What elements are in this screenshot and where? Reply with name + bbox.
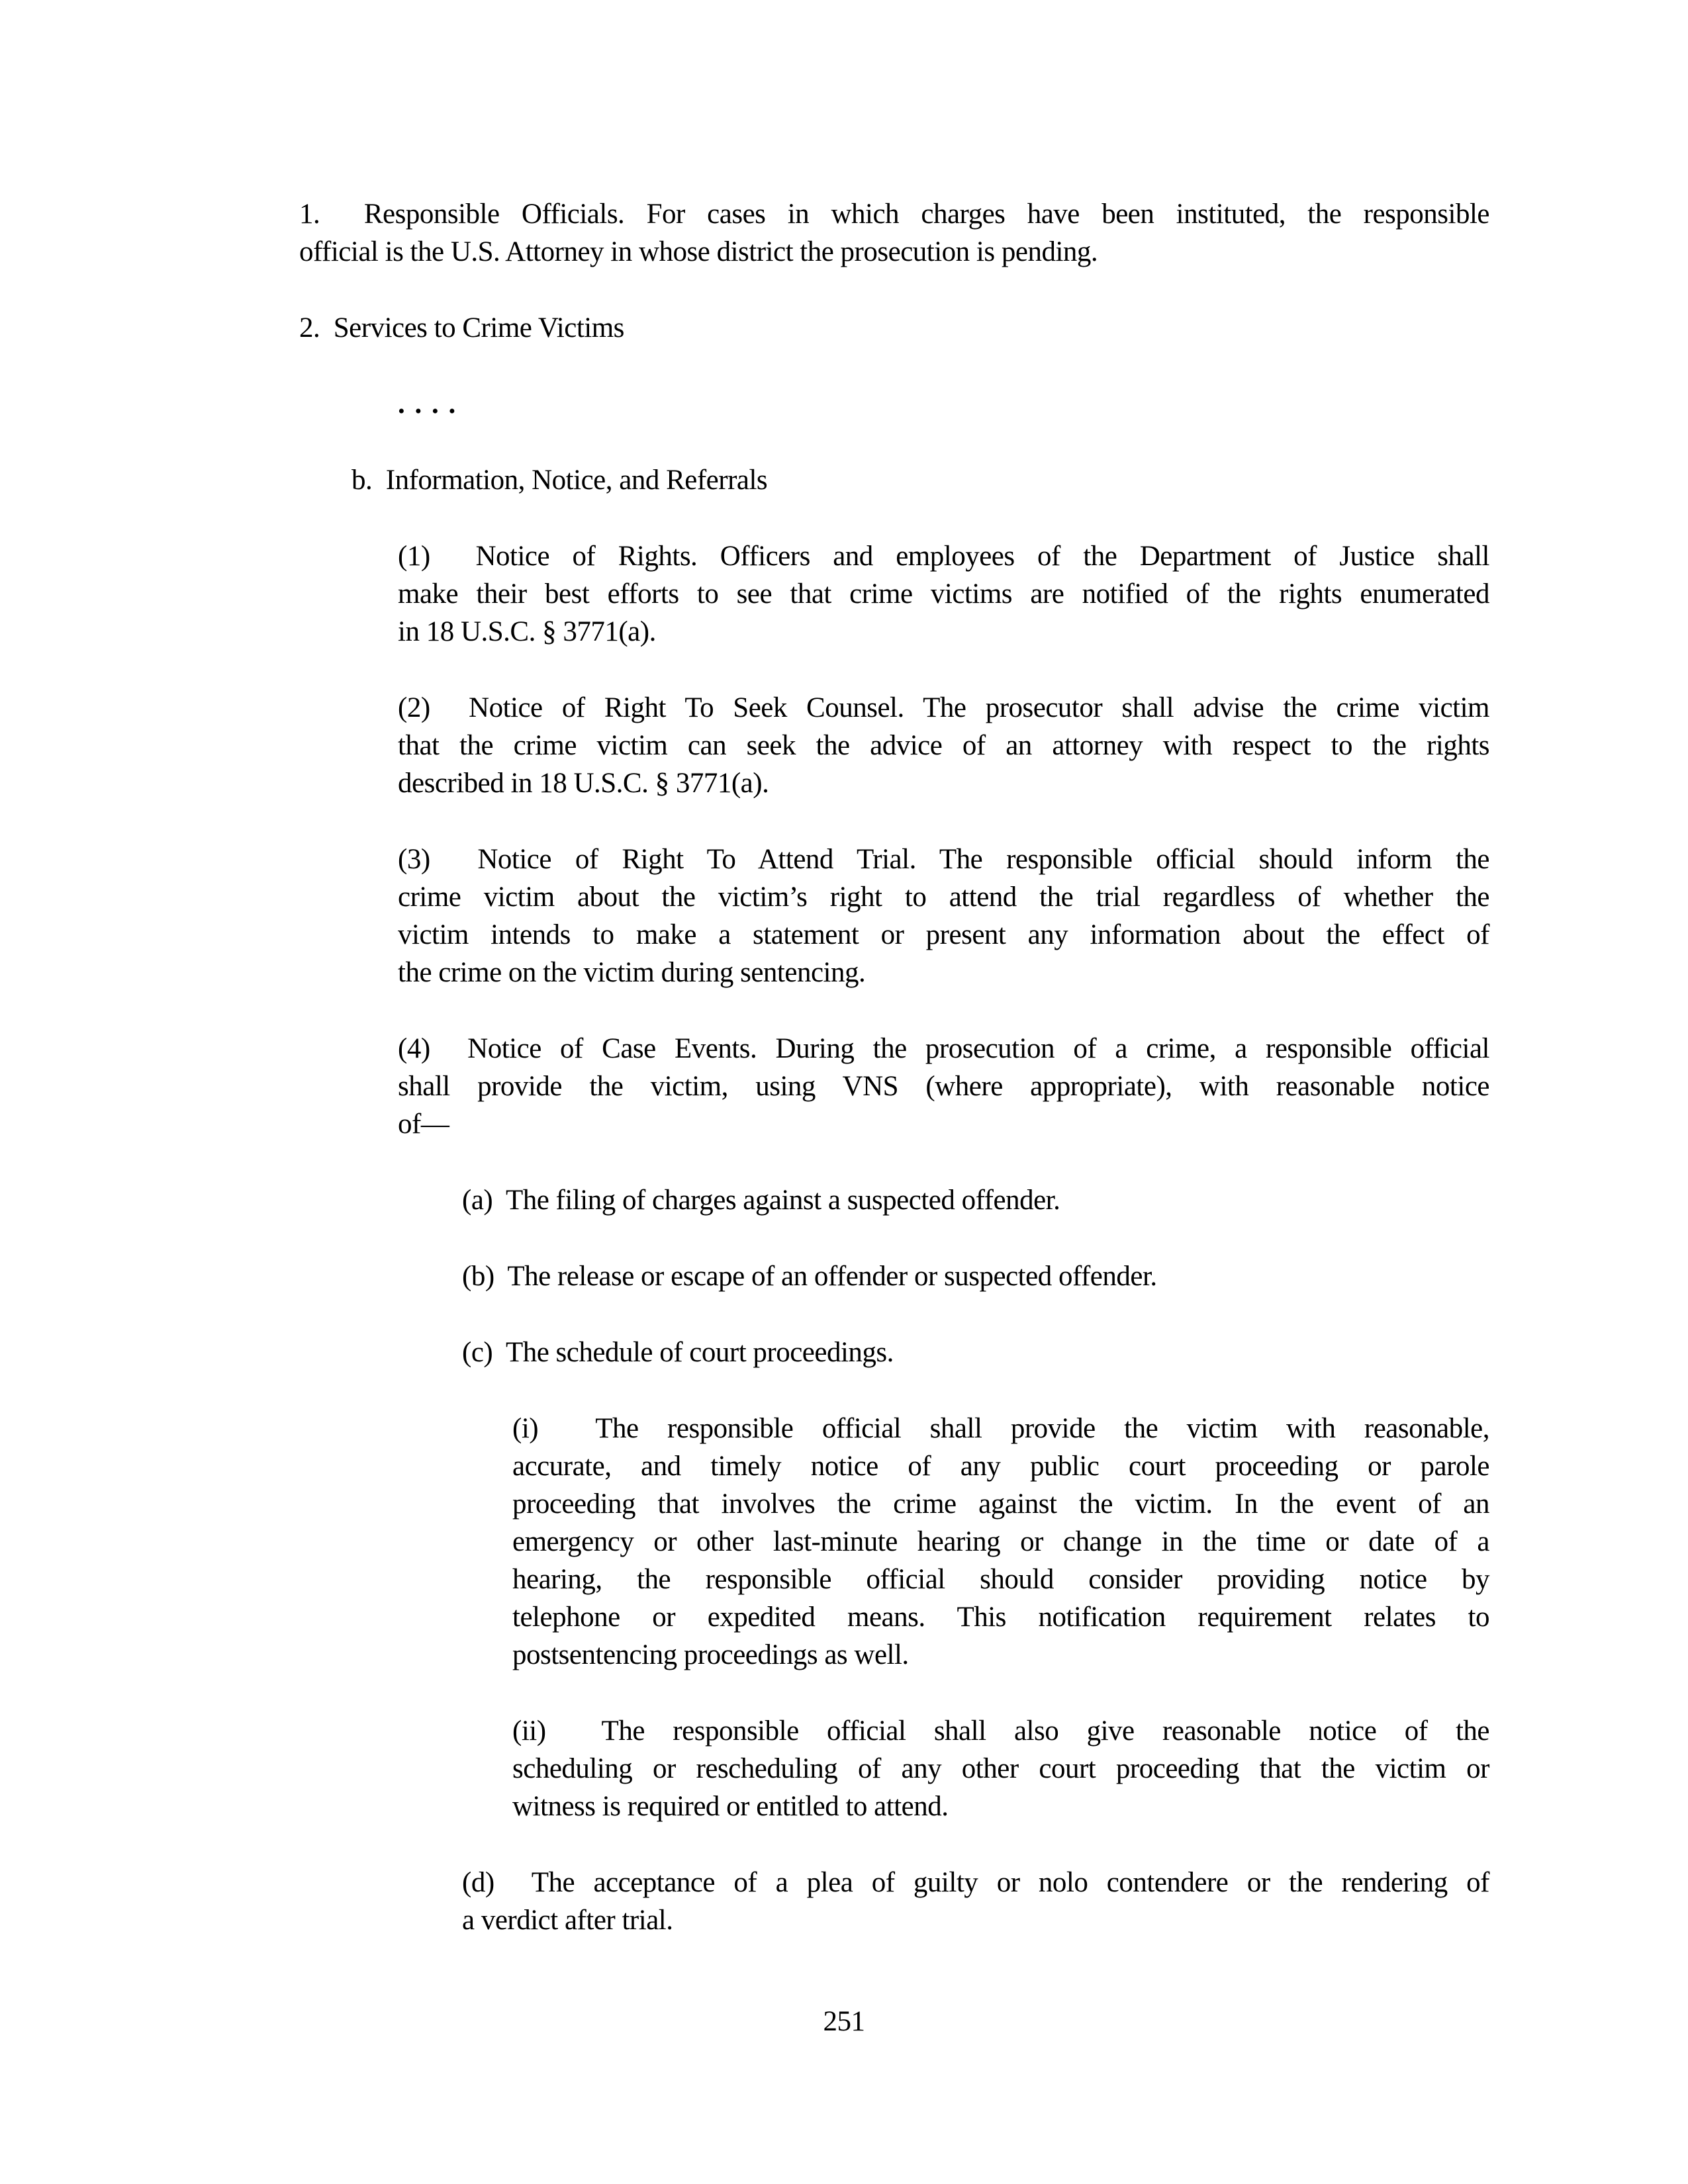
text-line: accurate, and timely notice of any public court proceeding or parole bbox=[512, 1451, 1489, 1482]
text-line: 2. Services to Crime Victims bbox=[299, 312, 624, 343]
item-i-reasonable-accurate-timely-notice bbox=[512, 1410, 1489, 1674]
text-line: (4) Notice of Case Events. During the prosecution of a crime, a responsible official bbox=[398, 1033, 1489, 1064]
text-line: hearing, the responsible official should consider providing notice by bbox=[512, 1564, 1489, 1595]
paragraph-3-notice-right-to-attend-trial bbox=[398, 841, 1489, 991]
text-line: (c) The schedule of court proceedings. bbox=[462, 1337, 894, 1368]
text-line: proceeding that involves the crime against the victim. In the event of an bbox=[512, 1488, 1489, 1520]
text-line: (3) Notice of Right To Attend Trial. The responsible official should inform the bbox=[398, 844, 1489, 875]
text-line: (2) Notice of Right To Seek Counsel. The prosecutor shall advise the crime victim bbox=[398, 692, 1489, 723]
heading-b-information-notice-referrals bbox=[352, 461, 1489, 499]
item-c-schedule-of-court-proceedings bbox=[462, 1334, 1489, 1371]
text-line: make their best efforts to see that crime victims are notified of the rights enumerated bbox=[398, 578, 1489, 610]
ellipsis-dots: . . . . bbox=[398, 388, 457, 420]
ellipsis-marker bbox=[398, 385, 1489, 423]
text-line: crime victim about the victim’s right to attend the trial regardless of whether the bbox=[398, 882, 1489, 913]
text-line: that the crime victim can seek the advice of an attorney with respect to the rights bbox=[398, 730, 1489, 761]
text-line: in 18 U.S.C. § 3771(a). bbox=[398, 616, 656, 647]
text-line: a verdict after trial. bbox=[462, 1905, 673, 1936]
text-line: described in 18 U.S.C. § 3771(a). bbox=[398, 768, 769, 799]
item-ii-notice-of-scheduling bbox=[512, 1712, 1489, 1825]
text-line: (d) The acceptance of a plea of guilty or nolo contendere or the rendering of bbox=[462, 1867, 1489, 1898]
item-b-release-or-escape bbox=[462, 1257, 1489, 1295]
text-line: (i) The responsible official shall provide the victim with reasonable, bbox=[512, 1413, 1489, 1444]
text-line: scheduling or rescheduling of any other court proceeding that the victim or bbox=[512, 1753, 1489, 1784]
paragraph-2-notice-right-to-seek-counsel bbox=[398, 689, 1489, 802]
text-line: victim intends to make a statement or present any information about the effect of bbox=[398, 919, 1489, 950]
text-line: (a) The filing of charges against a suspected offender. bbox=[462, 1185, 1060, 1216]
paragraph-1-responsible-officials bbox=[299, 195, 1489, 271]
text-line: postsentencing proceedings as well. bbox=[512, 1639, 909, 1670]
paragraph-2-services-to-crime-victims bbox=[299, 309, 1489, 347]
text-line: official is the U.S. Attorney in whose district the prosecution is pending. bbox=[299, 236, 1098, 267]
text-line: 1. Responsible Officials. For cases in which charges have been instituted, the responsible bbox=[299, 199, 1489, 230]
text-line: emergency or other last-minute hearing or change in the time or date of a bbox=[512, 1526, 1489, 1557]
item-d-acceptance-of-plea bbox=[462, 1864, 1489, 1939]
page-number: 251 bbox=[823, 2006, 865, 2037]
paragraph-1-notice-of-rights bbox=[398, 537, 1489, 651]
text-line: shall provide the victim, using VNS (where appropriate), with reasonable notice bbox=[398, 1071, 1489, 1102]
text-line: (ii) The responsible official shall also give reasonable notice of the bbox=[512, 1715, 1489, 1747]
paragraph-4-notice-of-case-events bbox=[398, 1030, 1489, 1143]
text-line: the crime on the victim during sentencing. bbox=[398, 957, 866, 988]
text-line: witness is required or entitled to attend. bbox=[512, 1791, 949, 1822]
text-line: b. Information, Notice, and Referrals bbox=[352, 465, 768, 496]
text-line: (1) Notice of Rights. Officers and employees of the Department of Justice shall bbox=[398, 541, 1489, 572]
text-line: of— bbox=[398, 1109, 449, 1140]
item-a-filing-of-charges bbox=[462, 1181, 1489, 1219]
text-line: (b) The release or escape of an offender or suspected offender. bbox=[462, 1261, 1157, 1292]
text-line: telephone or expedited means. This notification requirement relates to bbox=[512, 1602, 1489, 1633]
